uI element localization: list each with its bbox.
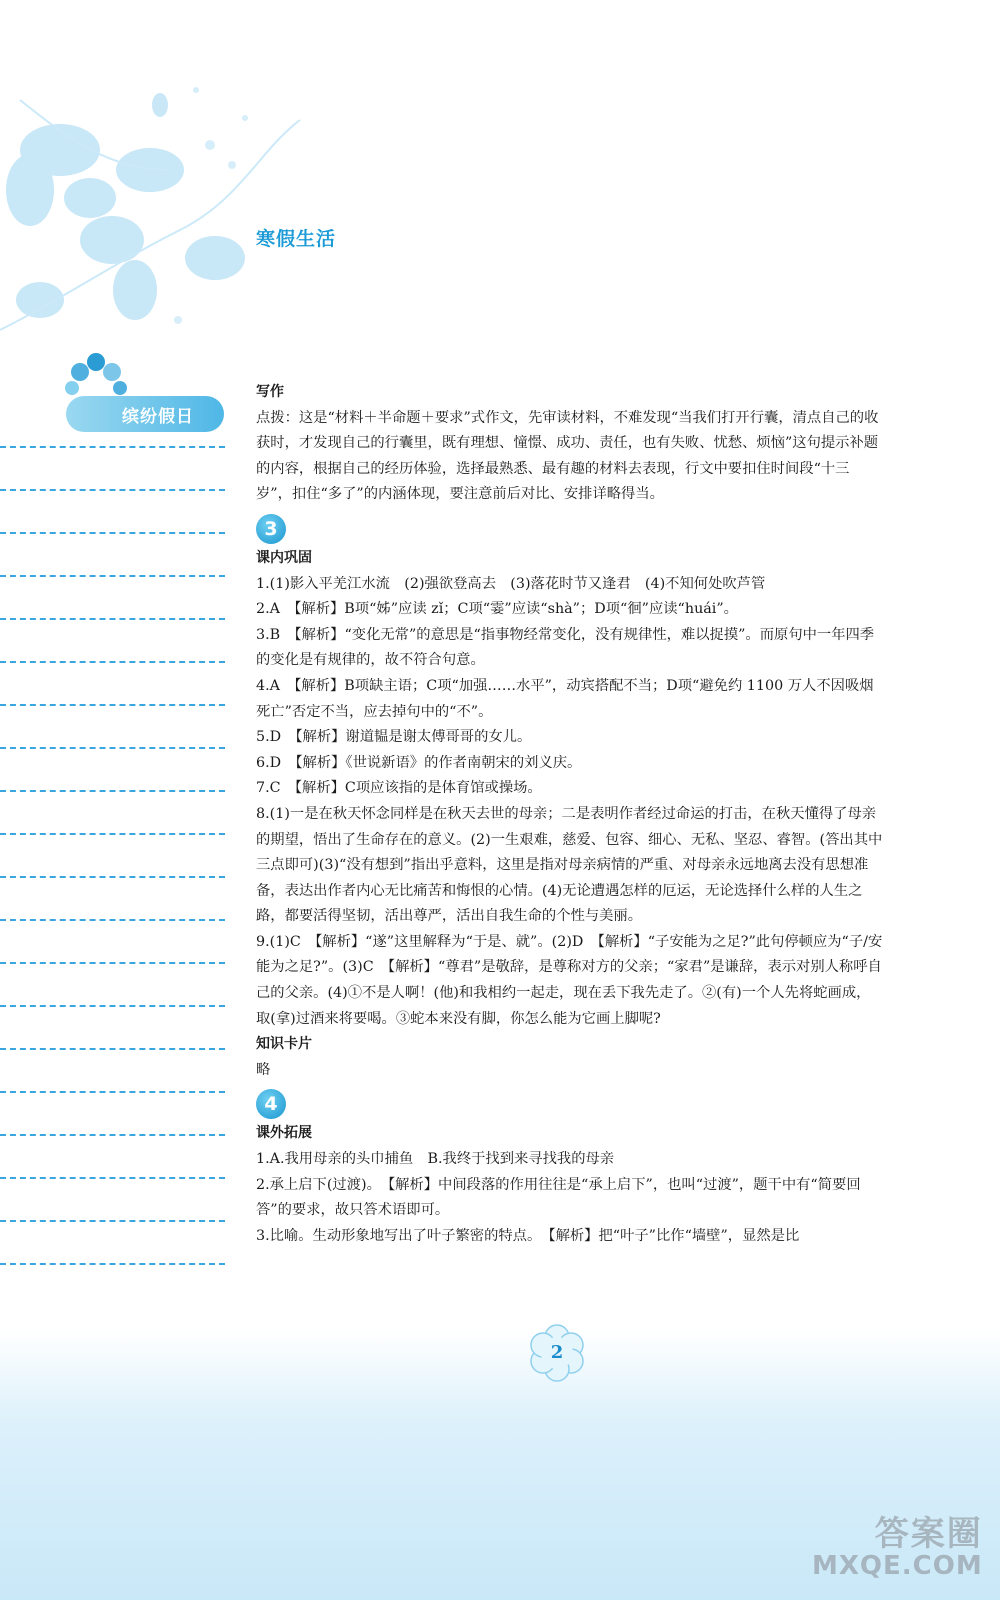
page-header-title: 寒假生活 [256, 228, 337, 250]
note-line [0, 446, 225, 448]
answer-item: 2.A 【解析】B项“姊”应读 zǐ；C项“霎”应读“shà”；D项“徊”应读“huái”。 [256, 601, 738, 618]
section4-heading: 课外拓展 [256, 1125, 312, 1142]
answer-item: 3.比喻。生动形象地写出了叶子繁密的特点。 【解析】把“叶子”比作“墙壁”，显然是比 [256, 1227, 800, 1244]
note-line [0, 1048, 225, 1050]
section-badge [66, 396, 224, 432]
page-number-flower [527, 1323, 587, 1383]
answer-item: 7.C 【解析】C项应该指的是体育馆或操场。 [256, 780, 542, 797]
note-line [0, 747, 225, 749]
answer-item: 2.承上启下(过渡)。 【解析】中间段落的作用往往是“承上启下”，也叫“过渡”，题干中有“简要回答”的要求，故只答术语即可。 [256, 1176, 861, 1219]
note-line [0, 876, 225, 878]
answer-item: 3.B 【解析】“变化无常”的意思是“指事物经常变化，没有规律性，难以捉摸”。而原句中一年四季的变化是有规律的，故不符合句意。 [256, 626, 875, 669]
section-number-badge: 4 [256, 1089, 286, 1119]
note-line [0, 489, 225, 491]
note-line [0, 790, 225, 792]
site-watermark [812, 1506, 983, 1581]
note-line [0, 618, 225, 620]
section3-heading: 课内巩固 [256, 549, 312, 566]
answer-content [256, 380, 884, 1249]
note-line [0, 575, 225, 577]
watermark-url: MXQE.COM [812, 1551, 983, 1581]
note-line [0, 1005, 225, 1007]
note-line [0, 833, 225, 835]
note-line [0, 532, 225, 534]
watermark-logo-text: 答案圈 [874, 1514, 983, 1554]
note-line [0, 661, 225, 663]
answer-item: 1.A.我用母亲的头巾捕鱼 B.我终于找到来寻找我的母亲 [256, 1151, 615, 1168]
note-line [0, 1134, 225, 1136]
answer-item: 1.(1)影入平羌江水流 (2)强欲登高去 (3)落花时节又逢君 (4)不知何处吹芦管 [256, 575, 766, 592]
note-line [0, 1263, 225, 1265]
note-line [0, 704, 225, 706]
note-line [0, 919, 225, 921]
answer-item: 9.(1)C 【解析】“遂”这里解释为“于是、就”。(2)D 【解析】“子安能为之足?”此句停顿应为“子/安能为之足?”。(3)C 【解析】“尊君”是敬辞，是尊称对方的父亲；“家君”是谦辞，表示对别人称呼自己的父亲。(4)①不是人啊！(他)和我相约一起走，现在丢下我先走了。②(有)一个人先将蛇画成，取(拿)过酒来将要喝。③蛇本来没有脚，你怎么能为它画上脚呢? [256, 933, 883, 1027]
note-line [0, 1177, 225, 1179]
section-number-badge: 3 [256, 514, 286, 544]
knowledge-card-body: 略 [256, 1061, 271, 1078]
note-line [0, 962, 225, 964]
writing-body: 点拨：这是“材料＋半命题＋要求”式作文，先审读材料，不难发现“当我们打开行囊，清点自己的收获时，才发现自己的行囊里，既有理想、憧憬、成功、责任，也有失败、忧愁、烦恼”这句提示补题的内容，根据自己的经历体验，选择最熟悉、最有趣的材料去表现，行文中要扣住时间段“十三岁”，扣住“多了”的内涵体现，要注意前后对比、安排详略得当。 [256, 409, 879, 503]
answer-item: 4.A 【解析】B项缺主语；C项“加强……水平”，动宾搭配不当；D项“避免约 1100 万人不因吸烟死亡”否定不当，应去掉句中的“不”。 [256, 677, 874, 720]
answer-item: 5.D 【解析】谢道韫是谢太傅哥哥的女儿。 [256, 729, 532, 746]
answer-item: 6.D 【解析】《世说新语》的作者南朝宋的刘义庆。 [256, 754, 582, 771]
badge-label: 缤纷假日 [122, 407, 194, 427]
writing-heading: 写作 [256, 384, 284, 400]
knowledge-card-heading: 知识卡片 [256, 1036, 312, 1053]
note-line [0, 1091, 225, 1093]
answer-item: 8.(1)一是在秋天怀念同样是在秋天去世的母亲；二是表明作者经过命运的打击，在秋天懂得了母亲的期望，悟出了生命存在的意义。(2)一生艰难，慈爱、包容、细心、无私、坚忍、睿智。(答出其中三点即可)(3)“没有想到”指出乎意料，这里是指对母亲病情的严重、对母亲永远地离去没有思想准备，表达出作者内心无比痛苦和悔恨的心情。(4)无论遭遇怎样的厄运，无论选择什么样的人生之路，都要活得坚韧，活出尊严，活出自我生命的个性与美丽。 [256, 805, 883, 925]
note-line [0, 1220, 225, 1222]
page-number: 2 [550, 1342, 564, 1363]
